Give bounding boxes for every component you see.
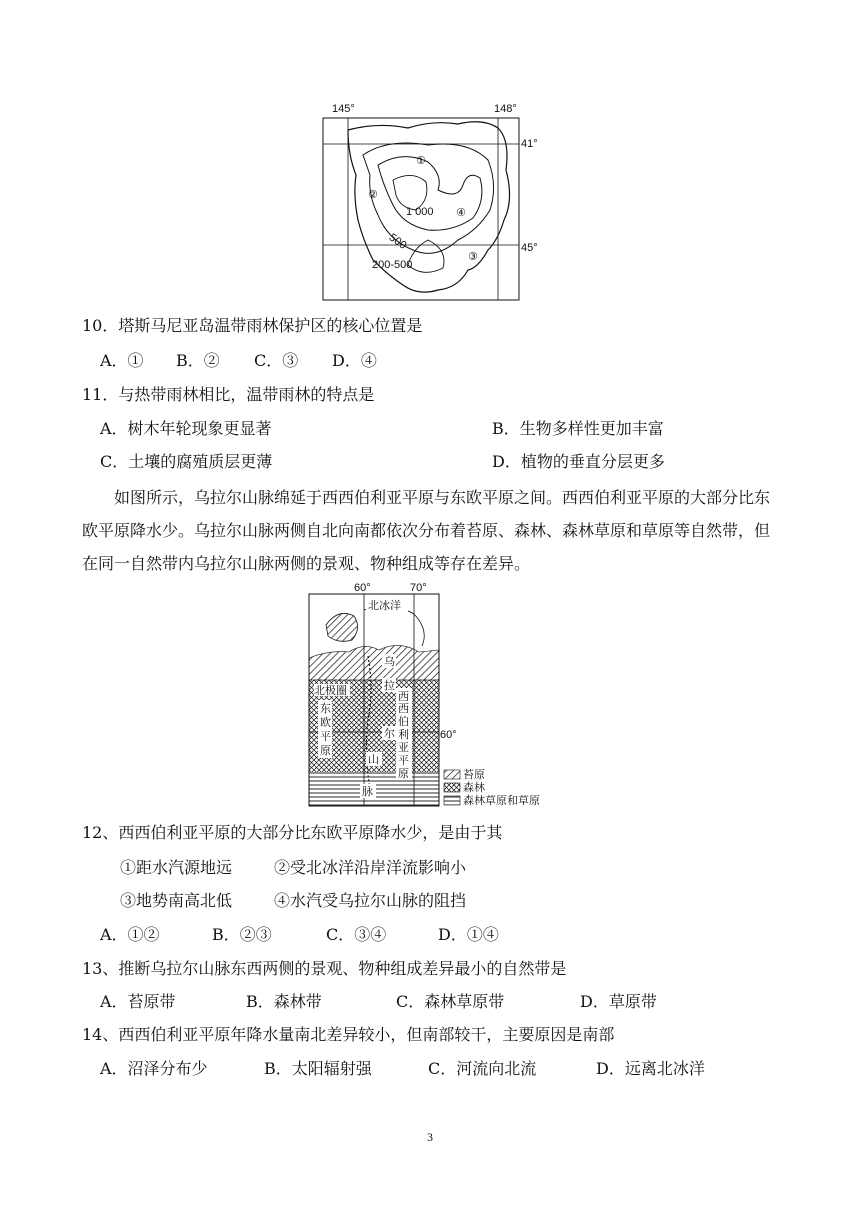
page-number: 3 xyxy=(427,1130,433,1144)
contour-500-label: 500 xyxy=(386,231,409,252)
q11-option-c[interactable]: C．土壤的腐殖质层更薄 xyxy=(100,452,273,471)
lon-70-label: 70° xyxy=(410,582,427,594)
q14-option-c[interactable]: C．河流向北流 xyxy=(428,1059,537,1078)
east-europe-plain-char-4: 原 xyxy=(320,744,331,757)
west-siberia-plain-char-6: 平 xyxy=(398,754,409,767)
legend-swatch-forest xyxy=(444,783,460,792)
contour-200-500-label: 200-500 xyxy=(372,259,413,271)
ural-map xyxy=(304,580,554,812)
west-siberia-plain-char-2: 西 xyxy=(398,702,409,715)
q11-option-d[interactable]: D．植物的垂直分层更多 xyxy=(492,452,665,471)
lon-148-label: 148° xyxy=(494,103,517,115)
west-siberia-plain-char-3: 伯 xyxy=(398,715,409,728)
west-siberia-plain-char-4: 利 xyxy=(398,728,409,741)
ural-mountains-char-1: 乌 xyxy=(384,655,395,668)
q12-item-3: ③地势南高北低 xyxy=(120,891,233,910)
q12-item-1: ①距水汽源地远 xyxy=(120,858,233,877)
q13-option-a[interactable]: A．苔原带 xyxy=(100,992,176,1011)
contour-500 xyxy=(363,143,494,253)
east-europe-plain-char-1: 东 xyxy=(320,702,331,715)
tasmania-map xyxy=(318,100,548,302)
q14-options xyxy=(100,1059,705,1079)
legend-swatch-steppe xyxy=(444,796,460,805)
contour-1000 xyxy=(378,157,482,231)
west-siberia-plain-char-7: 原 xyxy=(398,767,409,780)
q11-stem: 11．与热带雨林相比，温带雨林的特点是 xyxy=(82,385,375,404)
q14-option-d[interactable]: D．远离北冰洋 xyxy=(596,1059,705,1078)
lat-45-label: 45° xyxy=(521,242,538,254)
lon-60-label: 60° xyxy=(354,582,371,594)
q13-option-b[interactable]: B．森林带 xyxy=(246,992,322,1011)
q14-option-a[interactable]: A．沼泽分布少 xyxy=(100,1059,208,1078)
ural-mountains-char-4: 山 xyxy=(368,753,379,766)
legend-swatch-tundra xyxy=(444,770,460,779)
marker-2: ② xyxy=(368,188,378,201)
q10-options xyxy=(100,351,377,371)
marker-4: ④ xyxy=(456,206,466,219)
q10-stem: 10．塔斯马尼亚岛温带雨林保护区的核心位置是 xyxy=(82,316,423,335)
contour-1000-label: 1 000 xyxy=(406,206,434,218)
arctic-circle-label: 北极圈 xyxy=(314,684,347,697)
legend-forest: 森林 xyxy=(463,781,485,794)
marker-1: ① xyxy=(416,154,426,167)
q13-option-c[interactable]: C．森林草原带 xyxy=(396,992,505,1011)
q12-option-b[interactable]: B．②③ xyxy=(212,925,272,944)
ural-mountains-char-5: 脉 xyxy=(362,785,373,798)
arctic-ocean-label: 北冰洋 xyxy=(368,599,401,612)
q12-item-2: ②受北冰洋沿岸洋流影响小 xyxy=(274,858,467,877)
marker-3: ③ xyxy=(468,250,478,263)
legend-tundra: 苔原 xyxy=(463,768,485,781)
east-europe-plain-char-2: 欧 xyxy=(320,716,331,729)
q12-item-4: ④水汽受乌拉尔山脉的阻挡 xyxy=(274,891,467,910)
q12-option-c[interactable]: C．③④ xyxy=(326,925,387,944)
q13-options xyxy=(100,992,657,1012)
lat-41-label: 41° xyxy=(521,138,538,150)
q11-option-b[interactable]: B．生物多样性更加丰富 xyxy=(492,419,664,438)
q12-stem: 12、西西伯利亚平原的大部分比东欧平原降水少，是由于其 xyxy=(82,823,503,842)
lon-145-label: 145° xyxy=(332,103,355,115)
lat-60-label: 60° xyxy=(440,729,457,741)
ural-mountains-char-2: 拉 xyxy=(384,679,395,692)
q12-option-d[interactable]: D．①④ xyxy=(438,925,499,944)
q14-stem: 14、西西伯利亚平原年降水量南北差异较小，但南部较干，主要原因是南部 xyxy=(82,1025,615,1044)
east-europe-plain-char-3: 平 xyxy=(320,730,331,743)
west-siberia-plain-char-1: 西 xyxy=(398,690,409,703)
q10-option-a[interactable]: A．① xyxy=(100,351,144,370)
west-siberia-plain-char-5: 亚 xyxy=(398,741,409,754)
passage-text: 如图所示，乌拉尔山脉绵延于西西伯利亚平原与东欧平原之间。西西伯利亚平原的大部分比东欧平原降水少。乌拉尔山脉两侧自北向南都依次分布着苔原、森林、森林草原和草原等自然带，但在同一自然带内乌拉尔山脉两侧的景观、物种组成等存在差异。 xyxy=(82,488,771,573)
q12-option-a[interactable]: A．①② xyxy=(100,925,160,944)
q13-option-d[interactable]: D．草原带 xyxy=(580,992,657,1011)
q12-options xyxy=(100,925,499,945)
legend-steppe: 森林草原和草原 xyxy=(463,794,540,807)
q10-option-d[interactable]: D．④ xyxy=(332,351,377,370)
q14-option-b[interactable]: B．太阳辐射强 xyxy=(264,1059,372,1078)
ural-mountains-char-3: 尔 xyxy=(384,727,395,740)
q10-option-c[interactable]: C．③ xyxy=(254,351,299,370)
q13-stem: 13、推断乌拉尔山脉东西两侧的景观、物种组成差异最小的自然带是 xyxy=(82,959,567,978)
q11-option-a[interactable]: A．树木年轮现象更显著 xyxy=(100,419,272,438)
q10-option-b[interactable]: B．② xyxy=(176,351,220,370)
